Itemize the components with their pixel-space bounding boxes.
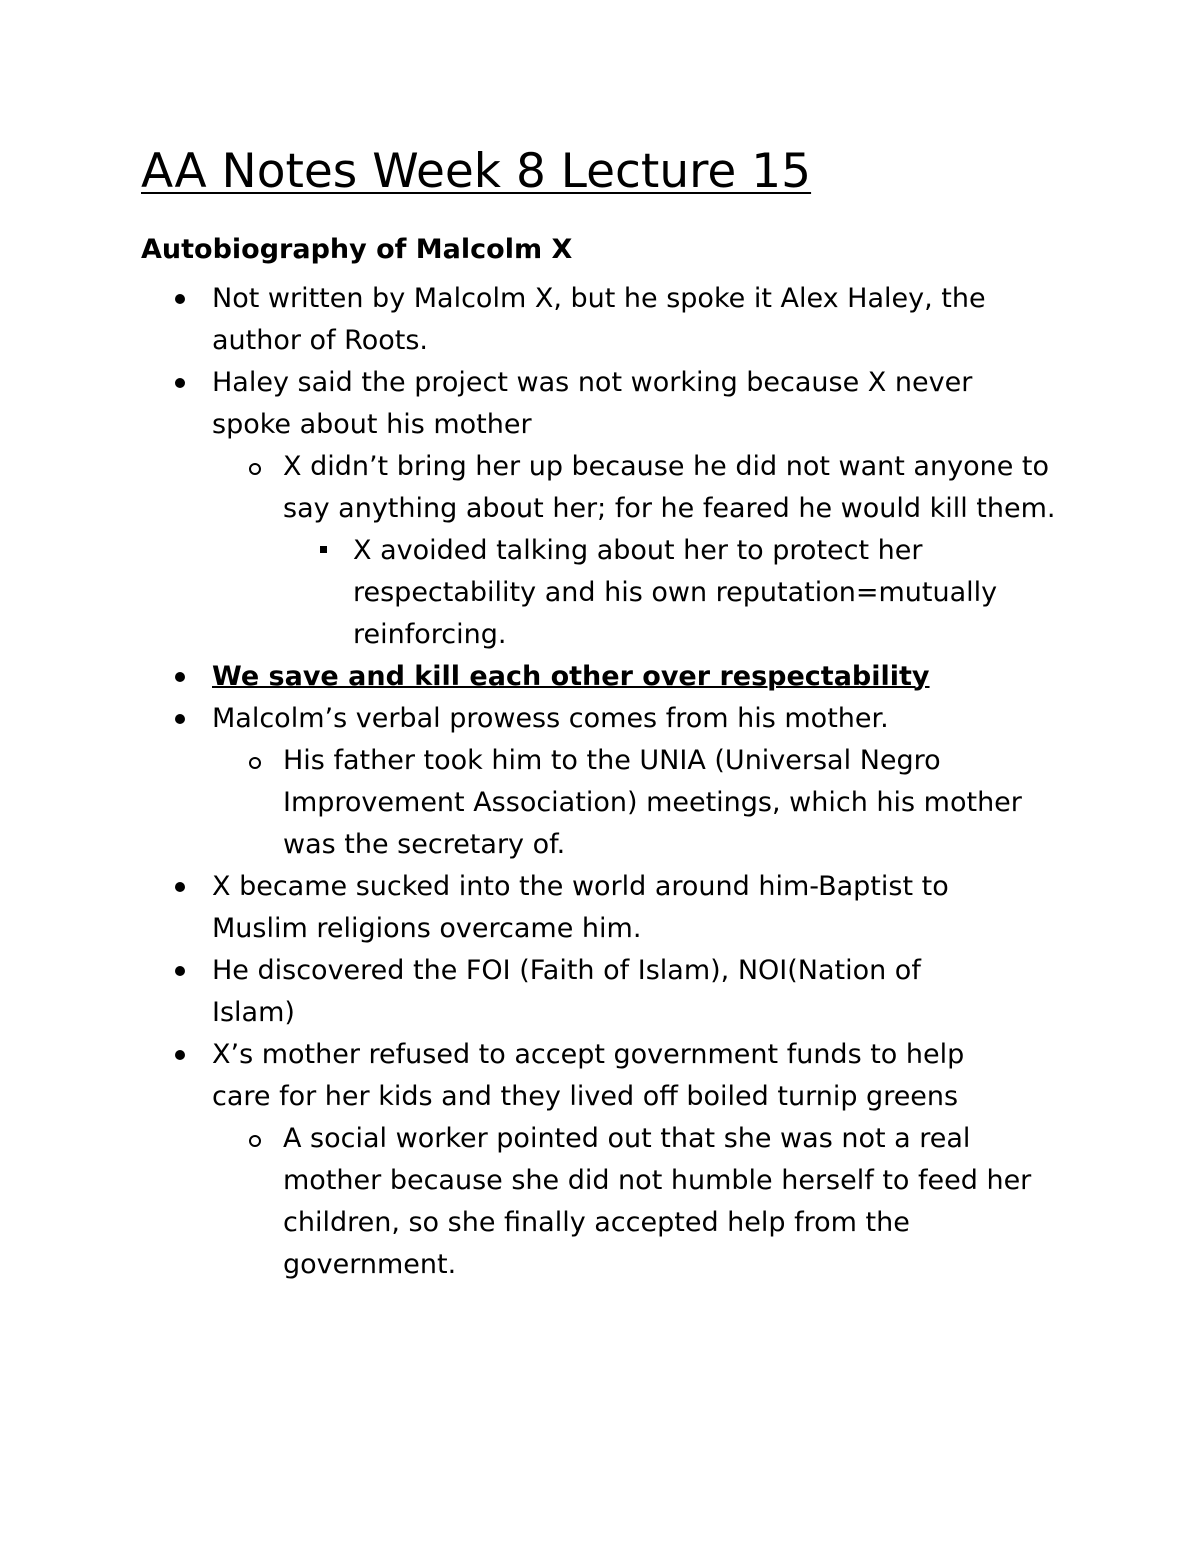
bullet-disc-icon xyxy=(175,882,185,892)
bullet-circle-icon xyxy=(249,1135,261,1147)
list-item xyxy=(141,530,1063,656)
list-item-text: X didn’t bring her up because he did not want anyone to say anything about her; for he feared he would kill them. xyxy=(283,451,1056,524)
bullet-square-icon xyxy=(320,546,327,553)
list-item xyxy=(141,446,1063,530)
list-item-text: His father took him to the UNIA (Universal Negro Improvement Association) meetings, which his mother was the secretary of. xyxy=(283,745,1022,860)
list-item-text: X’s mother refused to accept government funds to help care for her kids and they lived off boiled turnip greens xyxy=(212,1039,965,1112)
list-item-text: X became sucked into the world around him-Baptist to Muslim religions overcame him. xyxy=(212,871,949,944)
bullet-circle-icon xyxy=(249,463,261,475)
emphasized-statement: We save and kill each other over respectability xyxy=(212,661,930,692)
list-item-text: He discovered the FOI (Faith of Islam), NOI(Nation of Islam) xyxy=(212,955,921,1028)
list-item xyxy=(141,362,992,446)
bullet-disc-icon xyxy=(175,294,185,304)
notes-list xyxy=(141,278,1061,1286)
list-item xyxy=(141,740,1063,866)
list-item-text: Not written by Malcolm X, but he spoke it Alex Haley, the author of Roots. xyxy=(212,283,986,356)
list-item-emphasis xyxy=(141,656,992,698)
bullet-disc-icon xyxy=(175,672,185,682)
list-item-text: Malcolm’s verbal prowess comes from his mother. xyxy=(212,703,889,734)
document-page xyxy=(141,140,1061,1286)
list-item xyxy=(141,950,992,1034)
list-item xyxy=(141,1118,1063,1286)
bullet-disc-icon xyxy=(175,966,185,976)
bullet-circle-icon xyxy=(249,757,261,769)
list-item-text: X avoided talking about her to protect her respectability and his own reputation=mutually reinforcing. xyxy=(353,535,998,650)
list-item xyxy=(141,278,992,362)
list-item xyxy=(141,698,992,740)
bullet-disc-icon xyxy=(175,714,185,724)
list-item-text: A social worker pointed out that she was not a real mother because she did not humble herself to feed her children, so she finally accepted help from the government. xyxy=(283,1123,1032,1280)
document-title: AA Notes Week 8 Lecture 15 xyxy=(141,144,812,199)
list-item xyxy=(141,1034,992,1118)
section-heading: Autobiography of Malcolm X xyxy=(141,234,573,265)
list-item-text: Haley said the project was not working because X never spoke about his mother xyxy=(212,367,973,440)
bullet-disc-icon xyxy=(175,1050,185,1060)
list-item xyxy=(141,866,992,950)
bullet-disc-icon xyxy=(175,378,185,388)
